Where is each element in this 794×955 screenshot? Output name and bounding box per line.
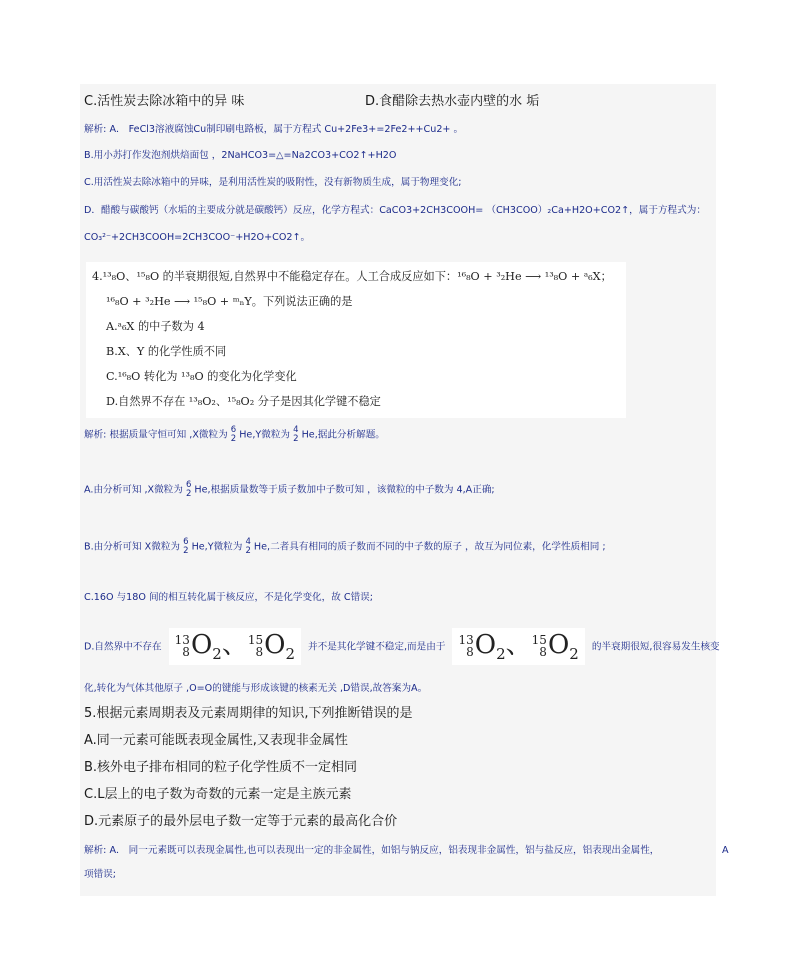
q4-option-c: C.¹⁶₈O 转化为 ¹³₈O 的变化为化学变化 [106,370,297,383]
q4-option-a: A.ᵃ₆X 的中子数为 4 [106,320,205,333]
isotope-notation [183,538,188,555]
q4-analysis-c: C.16O 与18O 间的相互转化属于核反应，不是化学变化，故 C错误; [84,592,374,603]
separator: 、 [505,630,532,660]
mass-number: 13 [174,633,190,647]
q3-analysis-c: C.用活性炭去除冰箱中的异味，是利用活性炭的吸附性，没有新物质生成，属于物理变化; [84,177,462,188]
formula-image-o2 [452,628,584,665]
q4-analysis-b [84,538,606,555]
text: 的半衰期很短,很容易发生核变 [591,641,720,653]
mass-number: 6 [185,480,192,490]
q4-analysis-a [84,481,495,498]
text: B.由分析可知 X微粒为 [84,541,181,553]
text: He,根据质量数等于质子数加中子数可知 ，该微粒的中子数为 4,A正确; [194,484,495,496]
q4-stem-line2: ¹⁶₈O + ³₂He ⟶ ¹⁵₈O + ᵐₙY。下列说法正确的是 [106,295,353,308]
atomic-number: 8 [466,645,474,659]
atomic-number: 8 [182,645,190,659]
q5-stem: 5.根据元素周期表及元素周期律的知识,下列推断错误的是 [84,706,413,721]
q4-stem-line1: 4.¹³₈O、¹⁵₈O 的半衰期很短,自然界中不能稳定存在。人工合成反应如下：¹⁶₈O + ³₂He ⟶ ¹³₈O + ᵃ₆X； [92,270,612,283]
text: He,据此分析解题。 [301,429,385,441]
q3-analysis-b: B.用小苏打作发泡剂烘焙面包 ，2NaHCO3=△=Na2CO3+CO2↑+H2O [84,150,397,161]
q5-option-a: A.同一元素可能既表现金属性,又表现非金属性 [84,733,348,748]
q4-analysis-d-cont: 化,转化为气体其他原子 ,O=O的键能与形成该键的核素无关 ,D错误,故答案为A。 [84,683,428,694]
formula-image-o2 [169,628,301,665]
separator: 、 [221,630,248,660]
text: A.由分析可知 ,X微粒为 [84,484,183,496]
mass-number: 13 [458,633,474,647]
q3-option-d: D.食醋除去热水壶内壁的水 垢 [365,94,540,109]
text: D.自然界中不存在 [84,641,162,653]
mass-number: 6 [183,537,189,547]
q4-question-box [86,262,626,418]
mass-number: 4 [245,537,251,547]
isotope-notation [231,426,236,443]
q5-option-d: D.元素原子的最外层电子数一定等于元素的最高化合价 [84,814,398,829]
q4-option-d: D.自然界不存在 ¹³₈O₂、¹⁵₈O₂ 分子是因其化学键不稳定 [106,395,381,408]
q4-analysis-intro [84,426,385,443]
q4-option-b: B.X、Y 的化学性质不同 [106,345,227,358]
subscript: 2 [212,645,222,664]
atomic-number: 8 [539,645,547,659]
q5-analysis-a-end: A [722,845,729,856]
mass-number: 15 [247,633,264,647]
q3-option-c: C.活性炭去除冰箱中的异 味 [84,94,245,109]
q3-analysis-a: 解析: A． FeCl3溶液腐蚀Cu制印刷电路板，属于方程式 Cu+2Fe3+=2Fe2++Cu2+ 。 [84,124,464,135]
atomic-number: 2 [185,488,192,499]
subscript: 2 [496,645,506,664]
q5-analysis-a-cont: 项错误; [84,869,117,880]
mass-number: 15 [531,633,547,647]
text: 并不是其化学键不稳定,而是由于 [308,641,446,653]
atomic-number: 8 [255,645,264,659]
isotope-notation [245,538,250,555]
mass-number: 6 [230,425,237,435]
element: O [474,630,497,660]
isotope-notation [186,481,191,498]
q5-analysis-a: 解析: A． 同一元素既可以表现金属性,也可以表现出一定的非金属性，如铝与钠反应，铝表现非金属性，铝与盐反应，铝表现出金属性， [84,845,660,856]
subscript: 2 [569,645,579,664]
q3-analysis-d: D．醋酸与碳酸钙（水垢的主要成分就是碳酸钙）反应，化学方程式：CaCO3+2CH3COOH= （CH3COO）₂Ca+H2O+CO2↑，属于方程式为： [84,205,706,216]
element: O [264,630,286,660]
atomic-number: 2 [183,545,189,556]
isotope-notation [293,426,298,443]
q5-option-c: C.L层上的电子数为奇数的元素一定是主族元素 [84,787,352,802]
atomic-number: 2 [245,545,251,556]
text: He,Y微粒为 [191,541,243,553]
q5-option-b: B.核外电子排布相同的粒子化学性质不一定相同 [84,760,358,775]
atomic-number: 2 [293,433,299,444]
mass-number: 4 [293,425,299,435]
element: O [547,630,570,660]
text: He,Y微粒为 [239,429,291,441]
q4-analysis-d [84,628,720,665]
atomic-number: 2 [230,433,237,444]
q3-analysis-d-equation: CO₃²⁻+2CH3COOH=2CH3COO⁻+H2O+CO2↑。 [84,232,311,243]
text: He,二者具有相同的质子数而不同的中子数的原子 ，故互为同位素，化学性质相同 ; [253,541,606,553]
subscript: 2 [285,645,295,664]
text: 解析: 根据质量守恒可知 ,X微粒为 [84,429,228,441]
element: O [190,630,213,660]
